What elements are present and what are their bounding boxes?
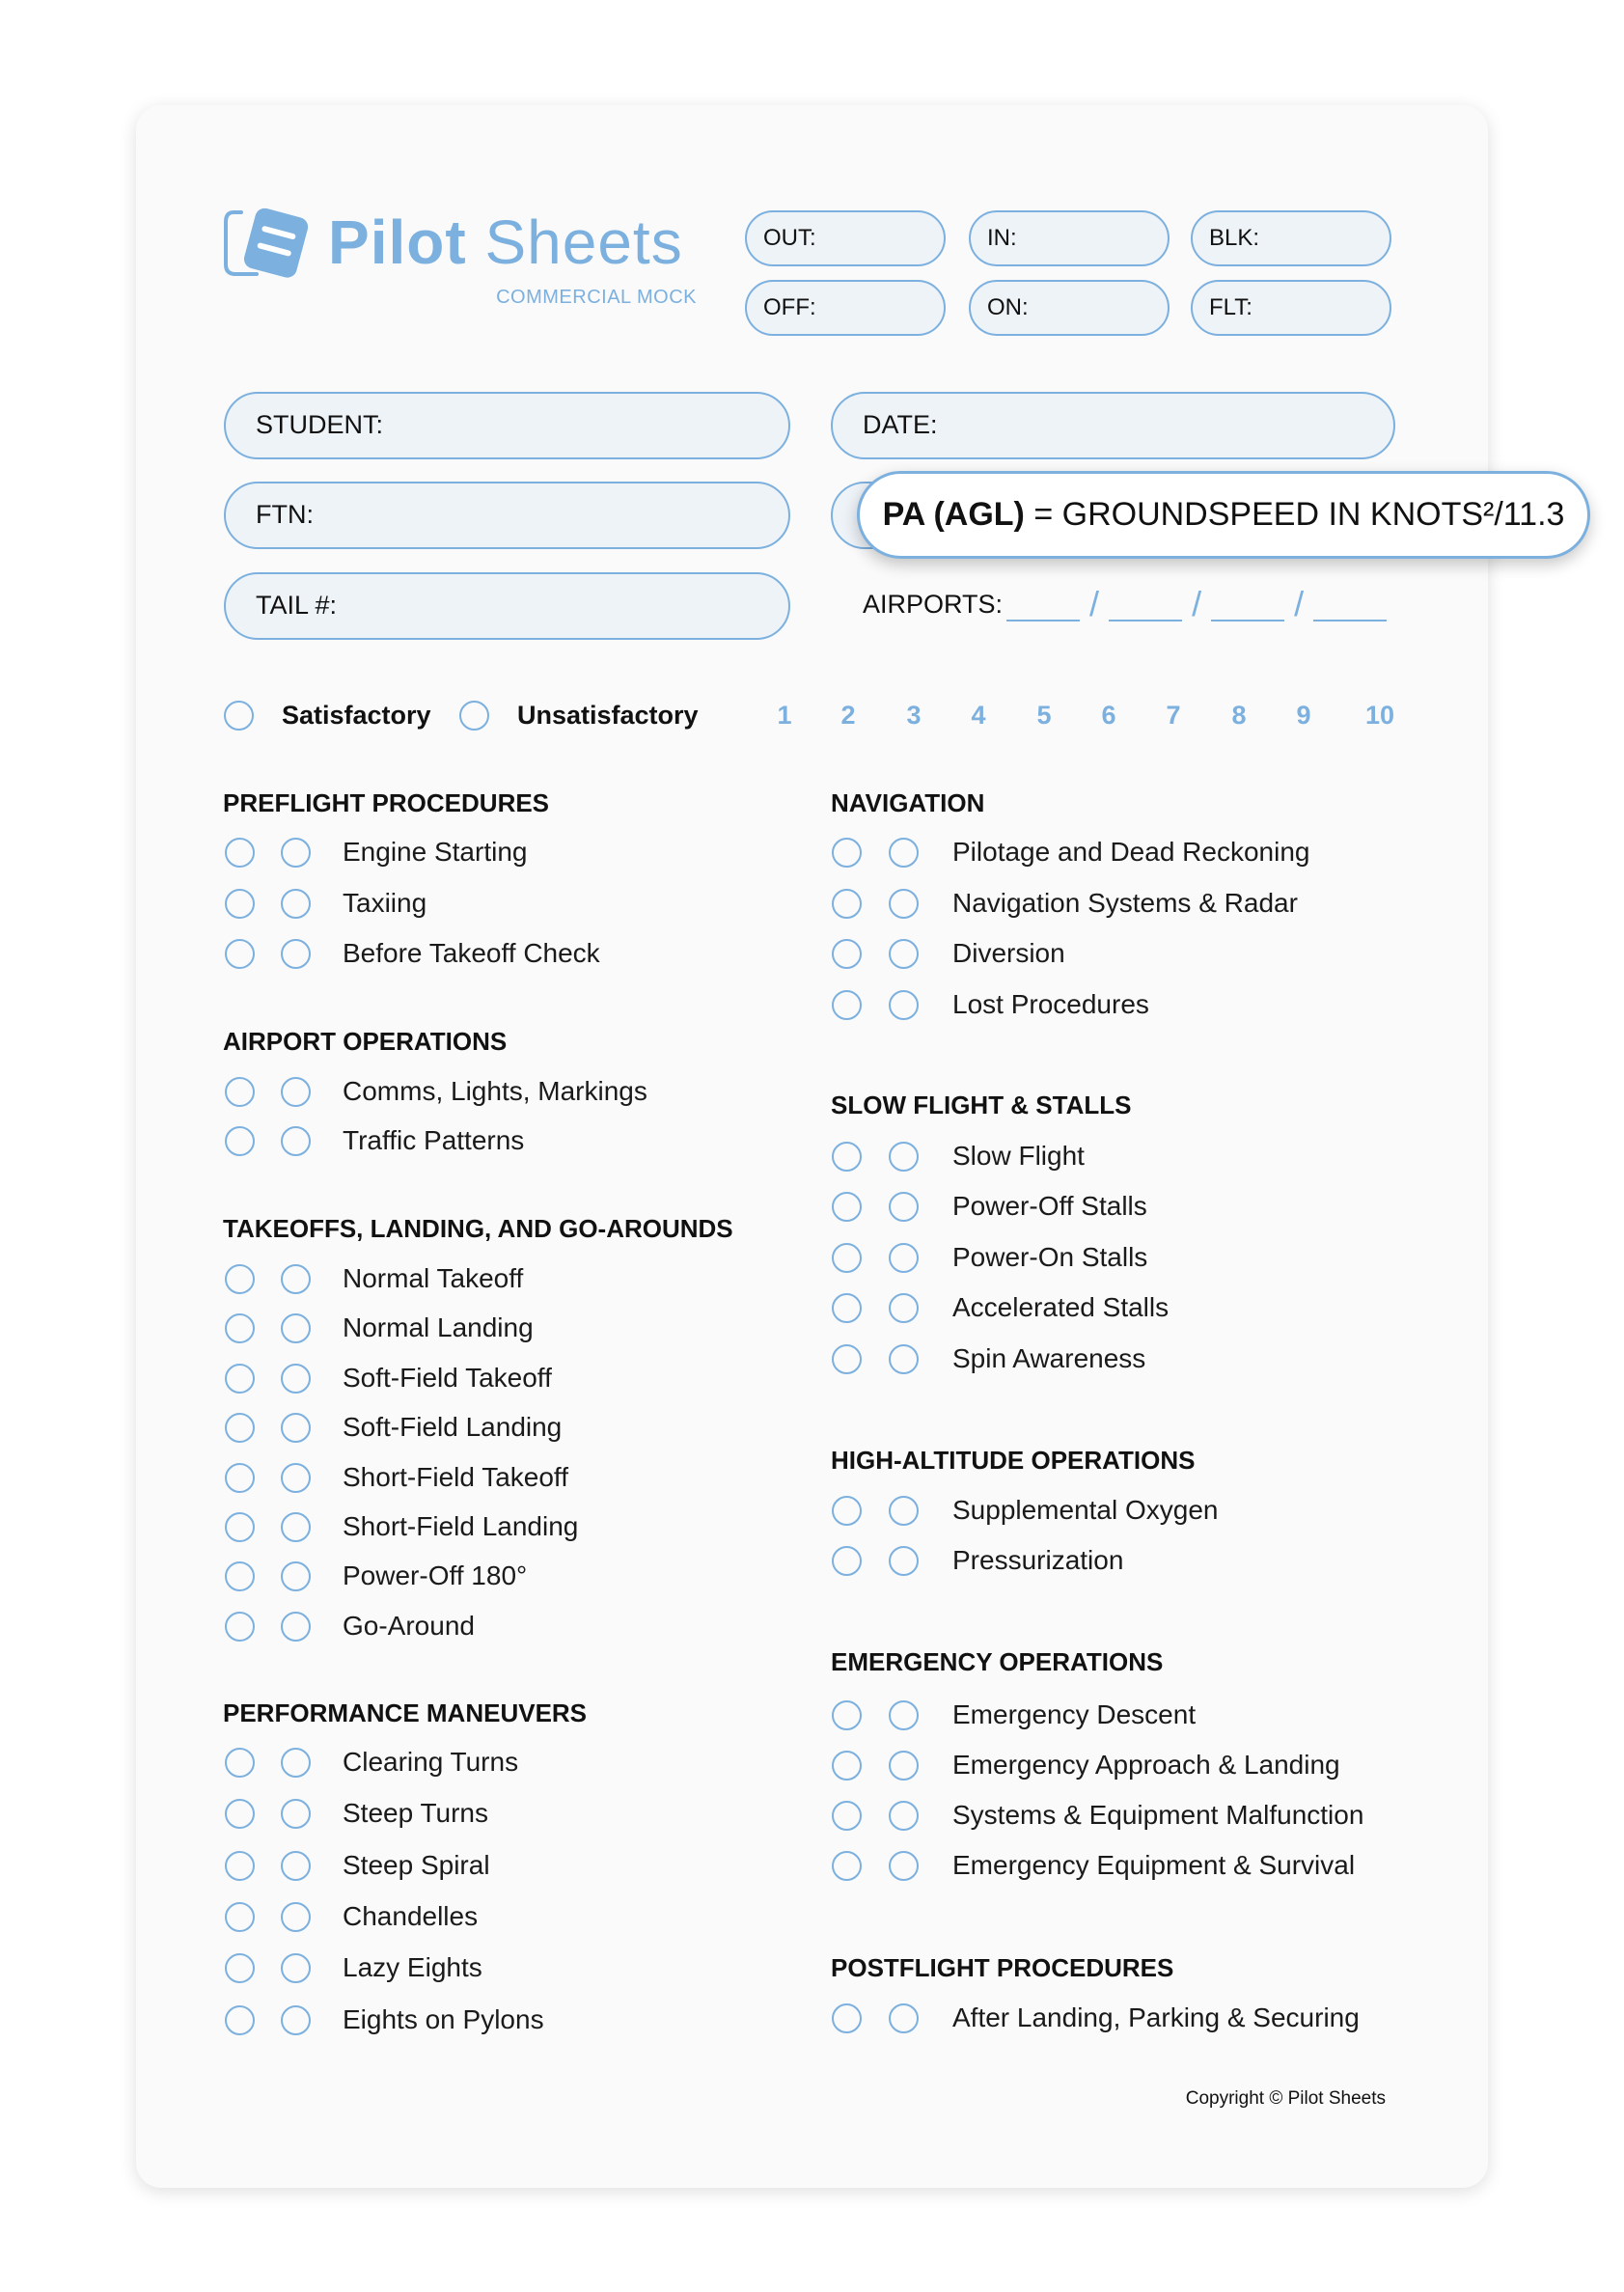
- unsatisfactory-label: Unsatisfactory: [517, 701, 699, 730]
- unsatisfactory-radio[interactable]: [889, 1801, 919, 1831]
- unsatisfactory-radio[interactable]: [889, 889, 919, 919]
- checklist-item-label: Power-Off Stalls: [952, 1191, 1147, 1222]
- unsatisfactory-radio[interactable]: [889, 2003, 919, 2033]
- satisfactory-radio[interactable]: [832, 1801, 862, 1831]
- unsatisfactory-radio[interactable]: [281, 1463, 311, 1493]
- grade-2[interactable]: 2: [840, 701, 856, 730]
- unsatisfactory-radio[interactable]: [281, 1748, 311, 1778]
- airport-separator: /: [1294, 584, 1305, 623]
- satisfactory-radio[interactable]: [832, 2003, 862, 2033]
- satisfactory-radio[interactable]: [225, 1413, 255, 1443]
- satisfactory-radio[interactable]: [832, 1293, 862, 1323]
- unsatisfactory-radio[interactable]: [889, 838, 919, 868]
- checklist-item-label: Steep Turns: [343, 1798, 488, 1829]
- checklist-item-label: Before Takeoff Check: [343, 938, 600, 968]
- unsatisfactory-radio[interactable]: [889, 1751, 919, 1781]
- unsatisfactory-radio[interactable]: [281, 889, 311, 919]
- grade-7[interactable]: 7: [1166, 701, 1181, 730]
- section-heading: PERFORMANCE MANEUVERS: [223, 1698, 588, 1727]
- unsatisfactory-radio[interactable]: [281, 1512, 311, 1542]
- airport-blank-2[interactable]: [1109, 593, 1182, 621]
- section-heading: SLOW FLIGHT & STALLS: [831, 1091, 1132, 1119]
- checklist-item-label: Power-On Stalls: [952, 1241, 1148, 1272]
- unsatisfactory-radio[interactable]: [889, 1344, 919, 1374]
- satisfactory-label: Satisfactory: [282, 701, 431, 730]
- pilot-sheets-logo-icon: [224, 207, 313, 282]
- checklist-item-label: Spin Awareness: [952, 1342, 1146, 1373]
- checklist-item-label: Normal Takeoff: [343, 1263, 524, 1293]
- section-heading: HIGH-ALTITUDE OPERATIONS: [831, 1446, 1196, 1475]
- satisfactory-radio[interactable]: [225, 1077, 255, 1107]
- grade-4[interactable]: 4: [971, 701, 986, 730]
- checklist-item-label: Lost Procedures: [952, 988, 1149, 1019]
- satisfactory-radio[interactable]: [225, 1512, 255, 1542]
- grade-5[interactable]: 5: [1036, 701, 1052, 730]
- unsatisfactory-radio[interactable]: [281, 939, 311, 969]
- satisfactory-radio[interactable]: [225, 939, 255, 969]
- satisfactory-radio[interactable]: [225, 889, 255, 919]
- checklist-item-label: Short-Field Landing: [343, 1511, 579, 1541]
- grade-8[interactable]: 8: [1231, 701, 1247, 730]
- grade-9[interactable]: 9: [1296, 701, 1311, 730]
- satisfactory-radio[interactable]: [225, 1612, 255, 1642]
- satisfactory-radio[interactable]: [225, 838, 255, 868]
- checklist-item-label: Diversion: [952, 938, 1065, 968]
- airports-row: [863, 584, 1390, 623]
- checklist-item-label: Soft-Field Landing: [343, 1412, 563, 1443]
- checklist-item-label: Engine Starting: [343, 837, 528, 867]
- satisfactory-radio[interactable]: [832, 1142, 862, 1172]
- satisfactory-radio[interactable]: [832, 1700, 862, 1730]
- checklist-item-label: Steep Spiral: [343, 1849, 490, 1880]
- grade-1[interactable]: 1: [777, 701, 792, 730]
- checklist-item-label: Short-Field Takeoff: [343, 1461, 568, 1492]
- brand-name-light: Sheets: [484, 207, 683, 277]
- in-time-field[interactable]: IN:: [969, 210, 1170, 266]
- unsatisfactory-radio[interactable]: [889, 1496, 919, 1526]
- section-heading: AIRPORT OPERATIONS: [223, 1027, 508, 1056]
- satisfactory-radio[interactable]: [225, 1463, 255, 1493]
- brand-name-bold: Pilot: [328, 207, 467, 277]
- checklist-item-label: Emergency Equipment & Survival: [952, 1850, 1356, 1880]
- unsatisfactory-radio[interactable]: [281, 1413, 311, 1443]
- checklist-item-label: Supplemental Oxygen: [952, 1495, 1219, 1525]
- satisfactory-radio[interactable]: [225, 1902, 255, 1932]
- formula-tooltip: [857, 471, 1590, 559]
- student-field[interactable]: STUDENT:: [224, 392, 790, 459]
- unsatisfactory-radio[interactable]: [459, 701, 489, 731]
- checklist-item-label: Soft-Field Takeoff: [343, 1362, 552, 1393]
- grade-6[interactable]: 6: [1101, 701, 1116, 730]
- checklist-item-label: Pressurization: [952, 1544, 1124, 1575]
- checklist-item-label: Navigation Systems & Radar: [952, 887, 1298, 918]
- ftn-field[interactable]: FTN:: [224, 482, 790, 549]
- satisfactory-radio[interactable]: [832, 838, 862, 868]
- unsatisfactory-radio[interactable]: [281, 1902, 311, 1932]
- checklist-item-label: Accelerated Stalls: [952, 1292, 1170, 1323]
- checklist-item-label: Clearing Turns: [343, 1747, 519, 1777]
- off-time-field[interactable]: OFF:: [745, 280, 946, 336]
- unsatisfactory-radio[interactable]: [889, 1142, 919, 1172]
- checklist-item-label: Pilotage and Dead Reckoning: [952, 837, 1310, 867]
- satisfactory-radio[interactable]: [225, 1851, 255, 1881]
- unsatisfactory-radio[interactable]: [281, 1126, 311, 1156]
- section-heading: TAKEOFFS, LANDING, AND GO-AROUNDS: [223, 1214, 733, 1243]
- unsatisfactory-radio[interactable]: [281, 1612, 311, 1642]
- unsatisfactory-radio[interactable]: [889, 990, 919, 1020]
- grade-10[interactable]: 10: [1364, 701, 1395, 730]
- unsatisfactory-radio[interactable]: [889, 1851, 919, 1881]
- airports-label: AIRPORTS:: [863, 590, 1004, 619]
- checklist-item-label: Traffic Patterns: [343, 1124, 525, 1155]
- copyright: Copyright © Pilot Sheets: [1185, 2088, 1386, 2109]
- block-time-field[interactable]: BLK:: [1191, 210, 1391, 266]
- checklist-item-label: After Landing, Parking & Securing: [952, 2002, 1360, 2032]
- satisfactory-radio[interactable]: [225, 1748, 255, 1778]
- satisfactory-radio[interactable]: [832, 1243, 862, 1273]
- tail-number-field[interactable]: TAIL #:: [224, 572, 790, 640]
- unsatisfactory-radio[interactable]: [281, 1264, 311, 1294]
- tooltip-bold: PA (AGL): [882, 496, 1025, 533]
- satisfactory-radio[interactable]: [225, 1264, 255, 1294]
- checklist-item-label: Eights on Pylons: [343, 2003, 544, 2034]
- unsatisfactory-radio[interactable]: [281, 1953, 311, 1983]
- section-heading: PREFLIGHT PROCEDURES: [223, 788, 550, 817]
- satisfactory-radio[interactable]: [832, 1751, 862, 1781]
- checklist-item-label: Go-Around: [343, 1610, 475, 1641]
- unsatisfactory-radio[interactable]: [889, 1546, 919, 1576]
- brand-name: [328, 205, 683, 280]
- airport-blank-1[interactable]: [1006, 593, 1080, 621]
- checklist-item-label: Power-Off 180°: [343, 1560, 528, 1591]
- satisfactory-radio[interactable]: [224, 701, 254, 731]
- unsatisfactory-radio[interactable]: [281, 2005, 311, 2035]
- satisfactory-radio[interactable]: [225, 2005, 255, 2035]
- unsatisfactory-radio[interactable]: [281, 838, 311, 868]
- unsatisfactory-radio[interactable]: [281, 1851, 311, 1881]
- satisfactory-radio[interactable]: [832, 1344, 862, 1374]
- grade-3[interactable]: 3: [906, 701, 922, 730]
- airport-blank-3[interactable]: [1211, 593, 1284, 621]
- unsatisfactory-radio[interactable]: [281, 1077, 311, 1107]
- unsatisfactory-radio[interactable]: [281, 1364, 311, 1394]
- flight-time-field[interactable]: FLT:: [1191, 280, 1391, 336]
- checklist-item-label: Lazy Eights: [343, 1952, 482, 1983]
- satisfactory-radio[interactable]: [832, 889, 862, 919]
- checklist-item-label: Comms, Lights, Markings: [343, 1076, 647, 1106]
- checklist-item-label: Normal Landing: [343, 1312, 534, 1343]
- satisfactory-radio[interactable]: [225, 1953, 255, 1983]
- satisfactory-radio[interactable]: [225, 1364, 255, 1394]
- date-field[interactable]: DATE:: [831, 392, 1395, 459]
- sheet-subtitle: COMMERCIAL MOCK: [496, 287, 697, 308]
- unsatisfactory-radio[interactable]: [889, 1293, 919, 1323]
- checklist-item-label: Emergency Descent: [952, 1699, 1197, 1729]
- satisfactory-radio[interactable]: [832, 1546, 862, 1576]
- unsatisfactory-radio[interactable]: [889, 1243, 919, 1273]
- unsatisfactory-radio[interactable]: [889, 939, 919, 969]
- tooltip-text: = GROUNDSPEED IN KNOTS²/11.3: [1024, 496, 1565, 533]
- checklist-item-label: Slow Flight: [952, 1141, 1085, 1171]
- airport-blank-4[interactable]: [1313, 593, 1387, 621]
- satisfactory-radio[interactable]: [832, 1496, 862, 1526]
- airport-separator: /: [1192, 584, 1202, 623]
- unsatisfactory-radio[interactable]: [889, 1700, 919, 1730]
- section-heading: POSTFLIGHT PROCEDURES: [831, 1953, 1174, 1982]
- checklist-item-label: Systems & Equipment Malfunction: [952, 1800, 1364, 1830]
- section-heading: EMERGENCY OPERATIONS: [831, 1647, 1164, 1676]
- airport-separator: /: [1089, 584, 1100, 623]
- satisfactory-radio[interactable]: [832, 990, 862, 1020]
- checklist-item-label: Chandelles: [343, 1900, 479, 1931]
- section-heading: NAVIGATION: [831, 788, 985, 817]
- satisfactory-radio[interactable]: [832, 1851, 862, 1881]
- out-time-field[interactable]: OUT:: [745, 210, 946, 266]
- satisfactory-radio[interactable]: [832, 939, 862, 969]
- checklist-item-label: Taxiing: [343, 887, 427, 918]
- satisfactory-radio[interactable]: [225, 1126, 255, 1156]
- checklist-item-label: Emergency Approach & Landing: [952, 1750, 1340, 1780]
- on-time-field[interactable]: ON:: [969, 280, 1170, 336]
